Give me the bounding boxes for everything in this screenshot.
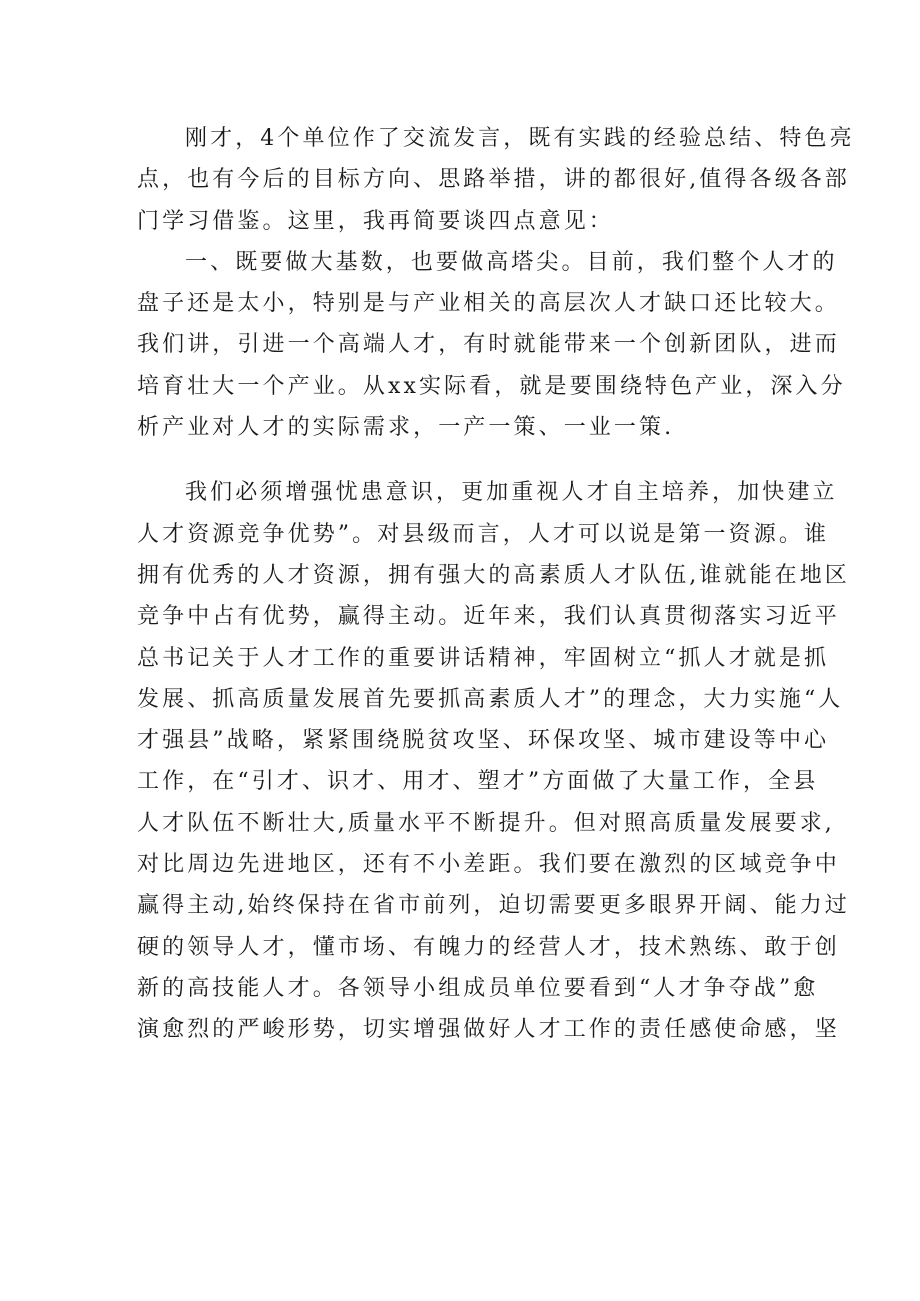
paragraph-line: 发展、抓高质量发展首先要抓高素质人才”的理念，大力实施“人 bbox=[137, 686, 844, 712]
paragraph-1 bbox=[137, 118, 855, 242]
paragraph-line: 人才资源竞争优势”。对县级而言，人才可以说是第一资源。谁 bbox=[137, 521, 830, 547]
paragraph-line: 硬的领导人才，懂市场、有魄力的经营人才，技术熟练、敢于创 bbox=[137, 934, 840, 960]
paragraph-line: 竞争中占有优势，赢得主动。近年来，我们认真贯彻落实习近平 bbox=[137, 604, 840, 630]
paragraph-line: 拥有优秀的人才资源，拥有强大的高素质人才队伍,谁就能在地区 bbox=[137, 562, 850, 588]
document-body bbox=[137, 118, 855, 1051]
paragraph-2 bbox=[137, 242, 846, 448]
paragraph-line: 刚才，4个单位作了交流发言，既有实践的经验总结、特色亮 bbox=[185, 126, 855, 151]
paragraph-line: 点，也有今后的目标方向、思路举措，讲的都很好,值得各级各部 bbox=[137, 167, 850, 193]
paragraph-line: 才强县”战略，紧紧围绕脱贫攻坚、环保攻坚、城市建设等中心 bbox=[137, 728, 830, 754]
paragraph-line: 门学习借鉴。这里，我再简要谈四点意见： bbox=[137, 208, 614, 234]
paragraph-line: 盘子还是太小，特别是与产业相关的高层次人才缺口还比较大。 bbox=[137, 291, 840, 317]
paragraph-line: 一、既要做大基数，也要做高塔尖。目前，我们整个人才的 bbox=[185, 249, 838, 275]
paragraph-line: 人才队伍不断壮大,质量水平不断提升。但对照高质量发展要求, bbox=[137, 810, 835, 836]
paragraph-line: 演愈烈的严峻形势，切实增强做好人才工作的责任感使命感，坚 bbox=[137, 1017, 840, 1043]
paragraph-line: 对比周边先进地区，还有不小差距。我们要在激烈的区域竞争中 bbox=[137, 852, 840, 878]
paragraph-line: 新的高技能人才。各领导小组成员单位要看到“人才争夺战”愈 bbox=[137, 975, 819, 1001]
paragraph-line: 我们必须增强忧患意识，更加重视人才自主培养，加快建立 bbox=[185, 480, 838, 506]
paragraph-3 bbox=[137, 472, 850, 1050]
paragraph-line: 析产业对人才的实际需求，一产一策、一业一策. bbox=[137, 415, 675, 441]
paragraph-line: 我们讲，引进一个高端人才，有时就能带来一个创新团队，进而 bbox=[137, 332, 840, 358]
paragraph-line: 总书记关于人才工作的重要讲话精神，牢固树立“抓人才就是抓 bbox=[137, 645, 830, 671]
paragraph-line: 工作，在“引才、识才、用才、塑才”方面做了大量工作，全县 bbox=[137, 769, 819, 795]
paragraph-line: 培育壮大一个产业。从xx实际看，就是要围绕特色产业，深入分 bbox=[137, 373, 846, 399]
paragraph-line: 赢得主动,始终保持在省市前列，迫切需要更多眼界开阔、能力过 bbox=[137, 893, 850, 919]
